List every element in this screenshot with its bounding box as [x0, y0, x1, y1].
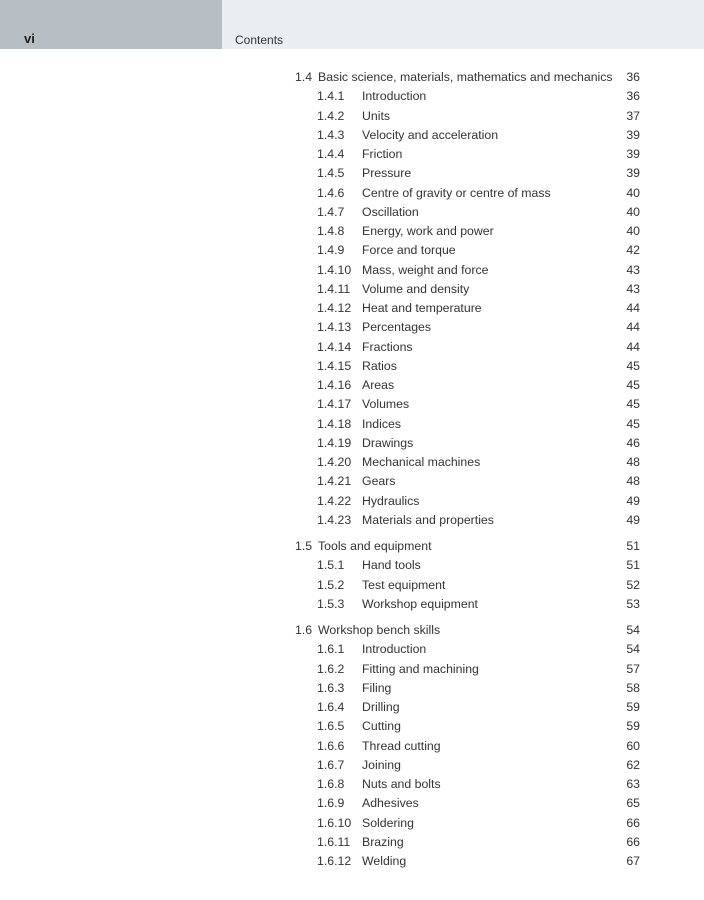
toc-entry-number: 1.5.1 [317, 558, 345, 573]
toc-entry-row [0, 318, 704, 337]
toc-entry-page: 45 [626, 416, 640, 431]
toc-entry-number: 1.6.12 [317, 854, 352, 868]
toc-entry-page: 45 [626, 397, 640, 412]
toc-entry-number: 1.4.6 [317, 185, 345, 200]
toc-entry-row [0, 698, 704, 717]
toc-entry-page: 59 [626, 700, 640, 714]
toc-entry-page: 44 [626, 320, 640, 335]
toc-entry-row [0, 814, 704, 833]
toc-entry-row [0, 395, 704, 414]
toc-entry-page: 36 [626, 89, 640, 104]
toc-entry-number: 1.4.2 [317, 108, 345, 123]
toc-section-number: 1.6 [295, 623, 313, 637]
toc-entry-page: 39 [626, 127, 640, 142]
toc-entry-number: 1.6.10 [317, 815, 352, 830]
toc-entry-number: 1.4.21 [317, 474, 352, 489]
toc-entry-page: 65 [626, 796, 640, 811]
toc-section-page: 54 [626, 623, 640, 637]
toc-entry-page: 48 [626, 455, 640, 469]
toc-entry-page: 66 [626, 834, 640, 849]
toc-entry-number: 1.5.3 [317, 596, 345, 611]
toc-entry-title: Test equipment [362, 577, 446, 592]
toc-entry-row [0, 595, 704, 614]
toc-entry-row [0, 737, 704, 756]
toc-entry-title: Oscillation [362, 204, 419, 219]
toc-section-number: 1.4 [295, 70, 313, 84]
toc-entry-page: 40 [626, 204, 640, 219]
toc-entry-number: 1.4.19 [317, 435, 352, 450]
toc-entry-number: 1.6.11 [317, 834, 351, 849]
toc-entry-page: 53 [626, 596, 640, 611]
toc-entry-row [0, 717, 704, 736]
toc-section-title: Basic science, materials, mathematics and mechanics [318, 70, 613, 84]
toc-entry-number: 1.4.20 [317, 455, 352, 469]
toc-entry-title: Energy, work and power [362, 224, 494, 238]
toc-entry-page: 45 [626, 358, 640, 373]
page-number: vi [24, 31, 35, 46]
toc-entry-page: 57 [626, 661, 640, 676]
toc-entry-row [0, 376, 704, 395]
toc-entry-number: 1.4.8 [317, 224, 345, 238]
toc-entry-title: Friction [362, 147, 403, 161]
toc-entry-title: Drawings [362, 435, 414, 450]
toc-entry-page: 43 [626, 262, 640, 277]
toc-entry-row [0, 164, 704, 183]
toc-entry-number: 1.4.22 [317, 493, 352, 508]
toc-entry-title: Units [362, 108, 391, 123]
toc-entry-page: 42 [626, 243, 640, 258]
toc-entry-page: 39 [626, 147, 640, 161]
toc-section-title: Workshop bench skills [318, 623, 441, 637]
toc-entry-row [0, 660, 704, 679]
toc-entry-number: 1.4.7 [317, 204, 345, 219]
toc-entry-title: Fractions [362, 339, 413, 354]
toc-entry-row [0, 415, 704, 434]
toc-entry-title: Hand tools [362, 558, 421, 573]
toc-section-row [0, 537, 704, 556]
toc-entry-row [0, 203, 704, 222]
toc-entry-number: 1.4.3 [317, 127, 345, 142]
toc-entry-row [0, 794, 704, 813]
toc-entry-title: Introduction [362, 89, 427, 104]
toc-entry-number: 1.6.5 [317, 719, 345, 734]
toc-entry-page: 54 [626, 642, 640, 657]
header-band-right [222, 0, 704, 49]
toc-entry-page: 66 [626, 815, 640, 830]
toc-entry-number: 1.4.11 [317, 281, 351, 296]
toc-section-row [0, 68, 704, 87]
toc-entry-number: 1.4.15 [317, 358, 352, 373]
toc-entry-title: Gears [362, 474, 396, 489]
toc-entry-number: 1.6.9 [317, 796, 345, 811]
toc-entry-title: Ratios [362, 358, 397, 373]
toc-section-number: 1.5 [295, 539, 313, 553]
toc-entry-page: 59 [626, 719, 640, 734]
toc-section-page: 51 [626, 539, 640, 553]
toc-entry-number: 1.6.4 [317, 700, 345, 714]
toc-entry-title: Thread cutting [362, 738, 441, 753]
toc-entry-page: 46 [626, 435, 640, 450]
toc-entry-number: 1.6.3 [317, 680, 345, 695]
toc-entry-page: 44 [626, 301, 640, 315]
toc-entry-title: Hydraulics [362, 493, 420, 508]
toc-entry-row [0, 775, 704, 794]
toc-entry-number: 1.4.17 [317, 397, 352, 412]
toc-entry-row [0, 145, 704, 164]
toc-entry-row [0, 492, 704, 511]
toc-entry-page: 37 [626, 108, 640, 123]
toc-entry-number: 1.6.7 [317, 757, 345, 772]
toc-entry-title: Brazing [362, 834, 404, 849]
toc-entry-page: 60 [626, 738, 640, 753]
toc-entry-title: Adhesives [362, 796, 419, 811]
toc-entry-title: Centre of gravity or centre of mass [362, 185, 551, 200]
toc-entry-number: 1.4.23 [317, 512, 352, 527]
toc-entry-row [0, 434, 704, 453]
toc-entry-page: 62 [626, 757, 640, 772]
toc-section-title: Tools and equipment [318, 539, 432, 553]
toc-entry-number: 1.4.16 [317, 378, 352, 392]
toc-entry-row [0, 87, 704, 106]
toc-entry-row [0, 107, 704, 126]
toc-entry-title: Drilling [362, 700, 400, 714]
toc-entry-row [0, 184, 704, 203]
toc-entry-title: Workshop equipment [362, 596, 478, 611]
toc-entry-row [0, 511, 704, 530]
toc-entry-title: Materials and properties [362, 512, 494, 527]
toc-entry-number: 1.5.2 [317, 577, 345, 592]
toc-entry-row [0, 338, 704, 357]
toc-entry-title: Areas [362, 378, 395, 392]
toc-entry-title: Heat and temperature [362, 301, 482, 315]
toc-entry-row [0, 261, 704, 280]
toc-entry-row [0, 453, 704, 472]
toc-entry-row [0, 833, 704, 852]
toc-entry-title: Volumes [362, 397, 410, 412]
toc-entry-title: Soldering [362, 815, 414, 830]
toc-entry-page: 48 [626, 474, 640, 489]
toc-entry-page: 49 [626, 493, 640, 508]
toc-entry-number: 1.6.1 [317, 642, 345, 657]
toc-entry-page: 67 [626, 854, 640, 868]
toc-entry-page: 63 [626, 777, 640, 791]
toc-entry-title: Force and torque [362, 243, 456, 258]
toc-section-page: 36 [626, 70, 640, 84]
toc-entry-page: 52 [626, 577, 640, 592]
toc-entry-row [0, 852, 704, 871]
toc-entry-row [0, 472, 704, 491]
toc-entry-row [0, 756, 704, 775]
toc-entry-page: 40 [626, 224, 640, 238]
toc-entry-row [0, 126, 704, 145]
toc-entry-number: 1.6.2 [317, 661, 345, 676]
toc-entry-row [0, 357, 704, 376]
toc-entry-page: 58 [626, 680, 640, 695]
toc-entry-title: Nuts and bolts [362, 777, 441, 791]
toc-entry-page: 43 [626, 281, 640, 296]
toc-entry-number: 1.6.6 [317, 738, 345, 753]
toc-entry-title: Filing [362, 680, 392, 695]
toc-entry-row [0, 241, 704, 260]
toc-entry-number: 1.4.1 [317, 89, 345, 104]
toc-entry-title: Introduction [362, 642, 427, 657]
toc-entry-page: 39 [626, 166, 640, 181]
toc-entry-number: 1.4.10 [317, 262, 352, 277]
toc-entry-row [0, 222, 704, 241]
toc-section-row [0, 621, 704, 640]
toc-entry-title: Fitting and machining [362, 661, 479, 676]
toc-entry-title: Indices [362, 416, 401, 431]
toc-entry-page: 51 [626, 558, 640, 573]
toc-entry-title: Cutting [362, 719, 401, 734]
toc-entry-title: Pressure [362, 166, 412, 181]
toc-entry-row [0, 679, 704, 698]
toc-entry-row [0, 280, 704, 299]
toc-entry-number: 1.4.9 [317, 243, 345, 258]
toc-entry-page: 40 [626, 185, 640, 200]
toc-entry-title: Mass, weight and force [362, 262, 489, 277]
toc-entry-title: Mechanical machines [362, 455, 481, 469]
running-head: Contents [235, 33, 284, 47]
toc-entry-row [0, 576, 704, 595]
toc-entry-number: 1.4.4 [317, 147, 345, 161]
toc-entry-title: Velocity and acceleration [362, 127, 499, 142]
toc-entry-title: Volume and density [362, 281, 470, 296]
toc-entry-page: 44 [626, 339, 640, 354]
toc-entry-title: Percentages [362, 320, 432, 335]
toc-entry-title: Welding [362, 854, 407, 868]
toc-entry-number: 1.6.8 [317, 777, 345, 791]
toc-entry-row [0, 556, 704, 575]
toc-entry-number: 1.4.5 [317, 166, 345, 181]
toc-entry-number: 1.4.18 [317, 416, 352, 431]
toc-entry-page: 49 [626, 512, 640, 527]
toc-entry-number: 1.4.13 [317, 320, 352, 335]
toc-entry-page: 45 [626, 378, 640, 392]
toc-entry-title: Joining [362, 757, 401, 772]
toc-entry-row [0, 299, 704, 318]
toc-entry-number: 1.4.14 [317, 339, 352, 354]
header-band-left [0, 0, 222, 49]
toc-entry-number: 1.4.12 [317, 301, 352, 315]
toc-entry-row [0, 640, 704, 659]
